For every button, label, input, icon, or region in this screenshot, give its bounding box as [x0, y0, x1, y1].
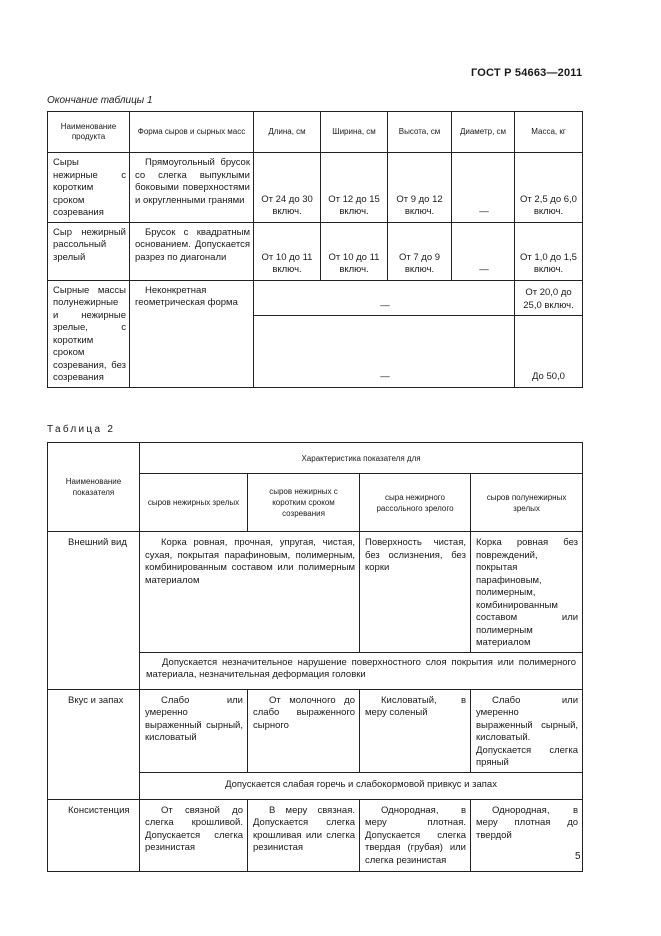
table2: [47, 442, 583, 872]
indicator-name-cell: Внешний вид: [48, 532, 140, 690]
table1-header-cell: Масса, кг: [515, 112, 583, 153]
mass-cell: До 50,0: [515, 316, 583, 387]
characteristic-cell: От связной до слегка крошливой. Допускается слегка резинистая: [140, 799, 248, 871]
characteristic-cell: Однородная, в меру плотная. Допускается слегка твердая (грубая) или слегка резинистая: [360, 799, 471, 871]
table1-header-cell: Ширина, см: [321, 112, 388, 153]
height-cell: От 9 до 12 включ.: [388, 153, 452, 223]
width-cell: От 12 до 15 включ.: [321, 153, 388, 223]
length-cell: От 10 до 11 включ.: [254, 222, 321, 280]
table-row: [48, 532, 583, 653]
table2-header-cell: сыра нежирного рассольного зрелого: [360, 474, 471, 532]
table1-header-cell: Длина, см: [254, 112, 321, 153]
table-row: [48, 799, 583, 871]
characteristic-cell: Однородная, в меру плотная до твердой: [471, 799, 583, 871]
diameter-cell: —: [452, 153, 515, 223]
dimensions-merged-cell: —: [254, 280, 515, 316]
table-row: [48, 280, 583, 316]
table2-header-cell: сыров полунежирных зрелых: [471, 474, 583, 532]
characteristic-cell: Корка ровная, прочная, упругая, чистая, сухая, покрытая парафиновым, полимерным, комбинированным составом или полимерным материалом: [140, 532, 360, 653]
product-name-cell: Сыры нежирные с коротким сроком созревания: [48, 153, 130, 223]
table2-header-cell: Наименование показателя: [48, 443, 140, 532]
note-cell: Допускается слабая горечь и слабокормовой привкус и запах: [140, 772, 583, 799]
table2-header-row: [48, 443, 583, 474]
characteristic-cell: Кисловатый, в меру соленый: [360, 689, 471, 772]
table2-header-cell: сыров нежирных с коротким сроком созревания: [248, 474, 360, 532]
dimensions-merged-cell: —: [254, 316, 515, 387]
table2-caption: Таблица 2: [47, 424, 116, 435]
table1: [47, 111, 583, 388]
note-cell: Допускается незначительное нарушение поверхностного слоя покрытия или полимерного материала, незначительная деформация головки: [140, 652, 583, 689]
shape-cell: Брусок с квадратным основанием. Допускается разрез по диагонали: [130, 222, 254, 280]
width-cell: От 10 до 11 включ.: [321, 222, 388, 280]
characteristic-cell: Слабо или умеренно выраженный сырный, кисловатый. Допускается слегка пряный: [471, 689, 583, 772]
page-number: 5: [575, 851, 581, 862]
table2-header-cell: сыров нежирных зрелых: [140, 474, 248, 532]
characteristic-cell: В меру связная. Допускается слегка крошливая или слегка резинистая: [248, 799, 360, 871]
table1-header-cell: Наименование продукта: [48, 112, 130, 153]
characteristic-cell: Слабо или умеренно выраженный сырный, кисловатый: [140, 689, 248, 772]
table1-caption: Окончание таблицы 1: [47, 95, 153, 106]
table2-header-group: Характеристика показателя для: [140, 443, 583, 474]
mass-cell: От 1,0 до 1,5 включ.: [515, 222, 583, 280]
table1-header-row: [48, 112, 583, 153]
height-cell: От 7 до 9 включ.: [388, 222, 452, 280]
table1-header-cell: Диаметр, см: [452, 112, 515, 153]
table-row: [48, 153, 583, 223]
indicator-name-cell: Вкус и запах: [48, 689, 140, 799]
product-name-cell: Сырные массы полунежирные и нежирные зрелые, с коротким сроком созревания, без созревания: [48, 280, 130, 387]
mass-cell: От 2,5 до 6,0 включ.: [515, 153, 583, 223]
shape-cell: Неконкретная геометрическая форма: [130, 280, 254, 387]
product-name-cell: Сыр нежирный рассольный зрелый: [48, 222, 130, 280]
table-row: [48, 222, 583, 280]
table1-header-cell: Форма сыров и сырных масс: [130, 112, 254, 153]
length-cell: От 24 до 30 включ.: [254, 153, 321, 223]
characteristic-cell: Корка ровная без повреждений, покрытая парафиновым, полимерным, комбинированным составом или полимерным материалом: [471, 532, 583, 653]
diameter-cell: —: [452, 222, 515, 280]
characteristic-cell: От молочного до слабо выраженного сырного: [248, 689, 360, 772]
characteristic-cell: Поверхность чистая, без ослизнения, без корки: [360, 532, 471, 653]
shape-cell: Прямоугольный брусок со слегка выпуклыми боковыми поверхностями и округленными гранями: [130, 153, 254, 223]
table-row: [48, 689, 583, 772]
table1-header-cell: Высота, см: [388, 112, 452, 153]
document-id: ГОСТ Р 54663—2011: [471, 67, 583, 79]
mass-cell: От 20,0 до 25,0 включ.: [515, 280, 583, 316]
indicator-name-cell: Консистенция: [48, 799, 140, 871]
